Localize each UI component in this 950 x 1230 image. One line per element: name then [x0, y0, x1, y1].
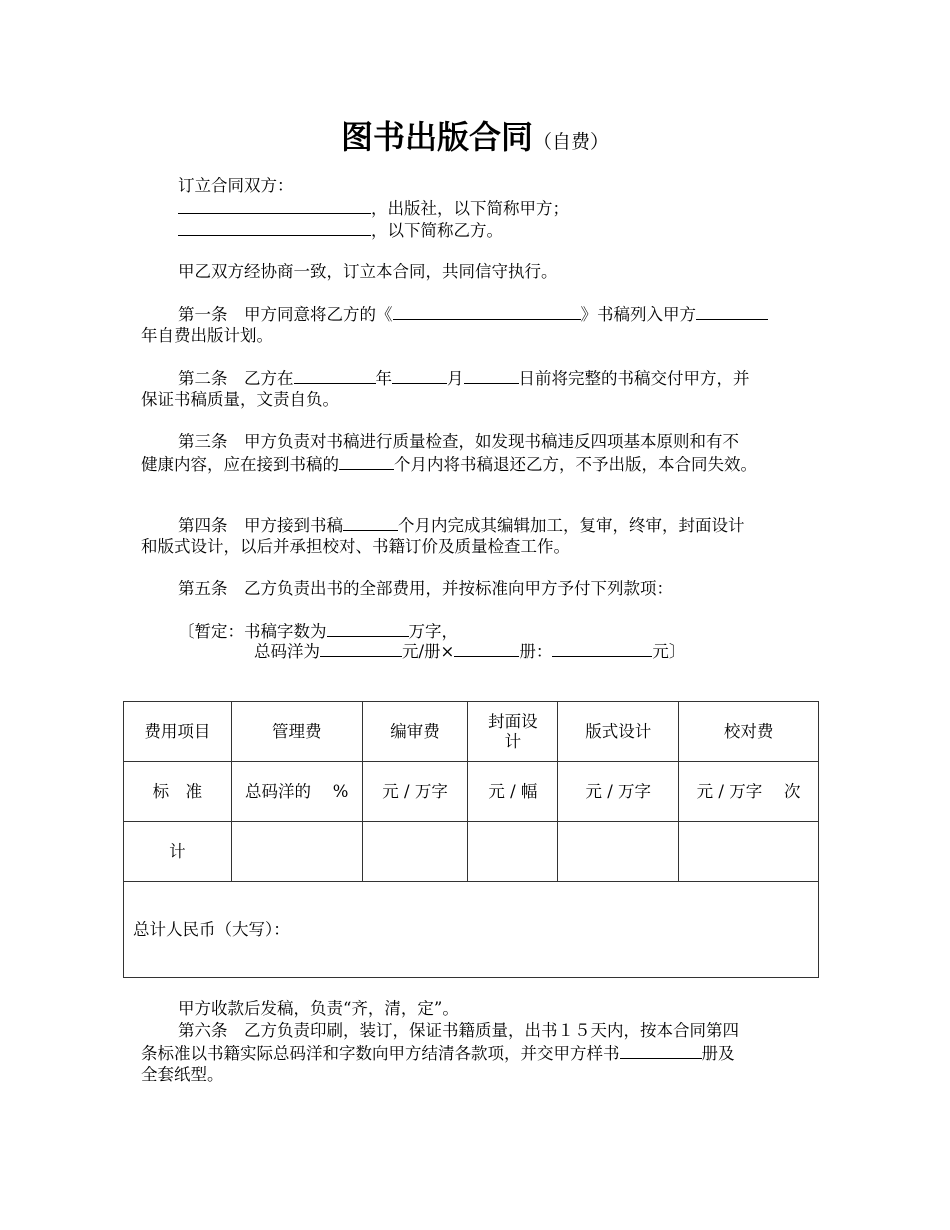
total-cell[interactable]: 总计人民币（大写）： — [124, 882, 819, 978]
article-3-number: 第三条 — [178, 432, 228, 451]
article-2-text: 乙方在 — [244, 369, 294, 388]
article-2-line-1 — [178, 367, 750, 390]
table-cell: 计 — [124, 822, 232, 882]
header-cell — [468, 702, 558, 762]
total-amount-blank[interactable] — [552, 640, 652, 657]
table-cell: 元 / 万字 次 — [679, 762, 819, 822]
article-6-line-3: 全套纸型。 — [141, 1065, 224, 1084]
book-title-blank[interactable] — [393, 303, 581, 320]
title-sub: （自费） — [533, 131, 610, 153]
article-1-line-2: 年自费出版计划。 — [141, 326, 273, 345]
header-cell: 编审费 — [362, 702, 468, 762]
month-label: 月 — [447, 369, 464, 388]
header-cell: 费用项目 — [124, 702, 232, 762]
table-cell-empty[interactable] — [679, 822, 819, 882]
table-cell: 元 / 万字 — [362, 762, 468, 822]
edit-months-blank[interactable] — [343, 514, 398, 531]
per-copy-label: 元/册× — [402, 642, 455, 661]
parties-label: 订立合同双方： — [178, 176, 294, 195]
article-1-number: 第一条 — [178, 305, 228, 324]
deliver-day-blank[interactable] — [464, 367, 519, 384]
document-title — [0, 112, 950, 158]
article-6-text-2: 条标准以书籍实际总码洋和字数向甲方结清各款项，并交甲方样书 — [141, 1044, 620, 1063]
sample-copies-blank[interactable] — [620, 1042, 702, 1059]
article-1-text-2: 》书稿列入甲方 — [580, 305, 696, 324]
article-6-line-1 — [178, 1020, 739, 1042]
article-6-number: 第六条 — [178, 1021, 228, 1040]
header-cell-text: 封面设计 — [488, 711, 538, 751]
table-cell: 元 / 幅 — [468, 762, 558, 822]
table-cell-empty[interactable] — [231, 822, 362, 882]
article-3-text-3: 个月内将书稿退还乙方，不予出版，本合同失效。 — [394, 455, 757, 474]
provisional-line-2 — [254, 640, 685, 663]
header-cell: 校对费 — [679, 702, 819, 762]
article-3-text: 甲方负责对书稿进行质量检查，如发现书稿违反四项基本原则和有不 — [244, 432, 739, 451]
deliver-month-blank[interactable] — [392, 367, 447, 384]
list-price-label: 总码洋为 — [254, 642, 320, 661]
table-cell: 元 / 万字 — [558, 762, 679, 822]
year-label: 年 — [375, 369, 392, 388]
article-3-line-2 — [141, 453, 757, 476]
article-2-number: 第二条 — [178, 369, 228, 388]
word-count-unit: 万字， — [408, 622, 458, 641]
article-3-text-2: 健康内容，应在接到书稿的 — [141, 455, 339, 474]
table-cell-empty[interactable] — [362, 822, 468, 882]
list-price-blank[interactable] — [320, 640, 402, 657]
copies-label: 册： — [519, 642, 553, 661]
table-total-row — [124, 882, 819, 978]
party-b-line — [178, 219, 503, 242]
article-1-line-1 — [178, 303, 768, 326]
word-count-label: 〔暂定：书稿字数为 — [178, 622, 327, 641]
copies-blank[interactable] — [454, 640, 519, 657]
article-1-text: 甲方同意将乙方的《 — [244, 305, 393, 324]
agreement-statement: 甲乙双方经协商一致，订立本合同，共同信守执行。 — [178, 262, 558, 281]
article-5-text: 乙方负责出书的全部费用，并按标准向甲方予付下列款项： — [244, 579, 673, 598]
title-main: 图书出版合同 — [340, 118, 533, 156]
article-3-line-1 — [178, 431, 739, 453]
party-b-blank[interactable] — [178, 219, 371, 236]
header-cell: 版式设计 — [558, 702, 679, 762]
table-row — [124, 762, 819, 822]
article-4-number: 第四条 — [178, 516, 228, 535]
table-cell-empty[interactable] — [468, 822, 558, 882]
yuan-label: 元〕 — [652, 642, 686, 661]
article-4-text: 甲方接到书稿 — [244, 516, 343, 535]
party-a-text: ，出版社，以下简称甲方； — [371, 199, 569, 218]
article-4-line-1 — [178, 514, 745, 537]
header-cell: 管理费 — [231, 702, 362, 762]
party-a-blank[interactable] — [178, 197, 371, 214]
delivery-note: 甲方收款后发稿，负责“齐，清，定”。 — [178, 999, 459, 1018]
article-5-line — [178, 578, 673, 600]
deliver-year-blank[interactable] — [294, 367, 376, 384]
article-2-line-2: 保证书稿质量，文责自负。 — [141, 390, 339, 409]
party-a-line — [178, 197, 569, 220]
return-months-blank[interactable] — [339, 453, 394, 470]
table-cell: 总码洋的 % — [231, 762, 362, 822]
article-4-line-2: 和版式设计，以后并承担校对、书籍订价及质量检查工作。 — [141, 537, 570, 556]
word-count-blank[interactable] — [327, 620, 409, 637]
article-2-text-2: 日前将完整的书稿交付甲方，并 — [518, 369, 750, 388]
party-b-text: ，以下简称乙方。 — [371, 221, 503, 240]
article-6-text-3: 册及 — [701, 1044, 735, 1063]
table-header-row — [124, 702, 819, 762]
article-4-text-2: 个月内完成其编辑加工，复审，终审，封面设计 — [398, 516, 745, 535]
article-6-text: 乙方负责印刷，装订，保证书籍质量，出书１５天内，按本合同第四 — [244, 1021, 739, 1040]
table-cell-empty[interactable] — [558, 822, 679, 882]
fee-table — [123, 701, 819, 978]
article-6-line-2 — [141, 1042, 735, 1065]
table-row — [124, 822, 819, 882]
article-5-number: 第五条 — [178, 579, 228, 598]
plan-year-blank[interactable] — [696, 303, 768, 320]
table-cell: 标 准 — [124, 762, 232, 822]
